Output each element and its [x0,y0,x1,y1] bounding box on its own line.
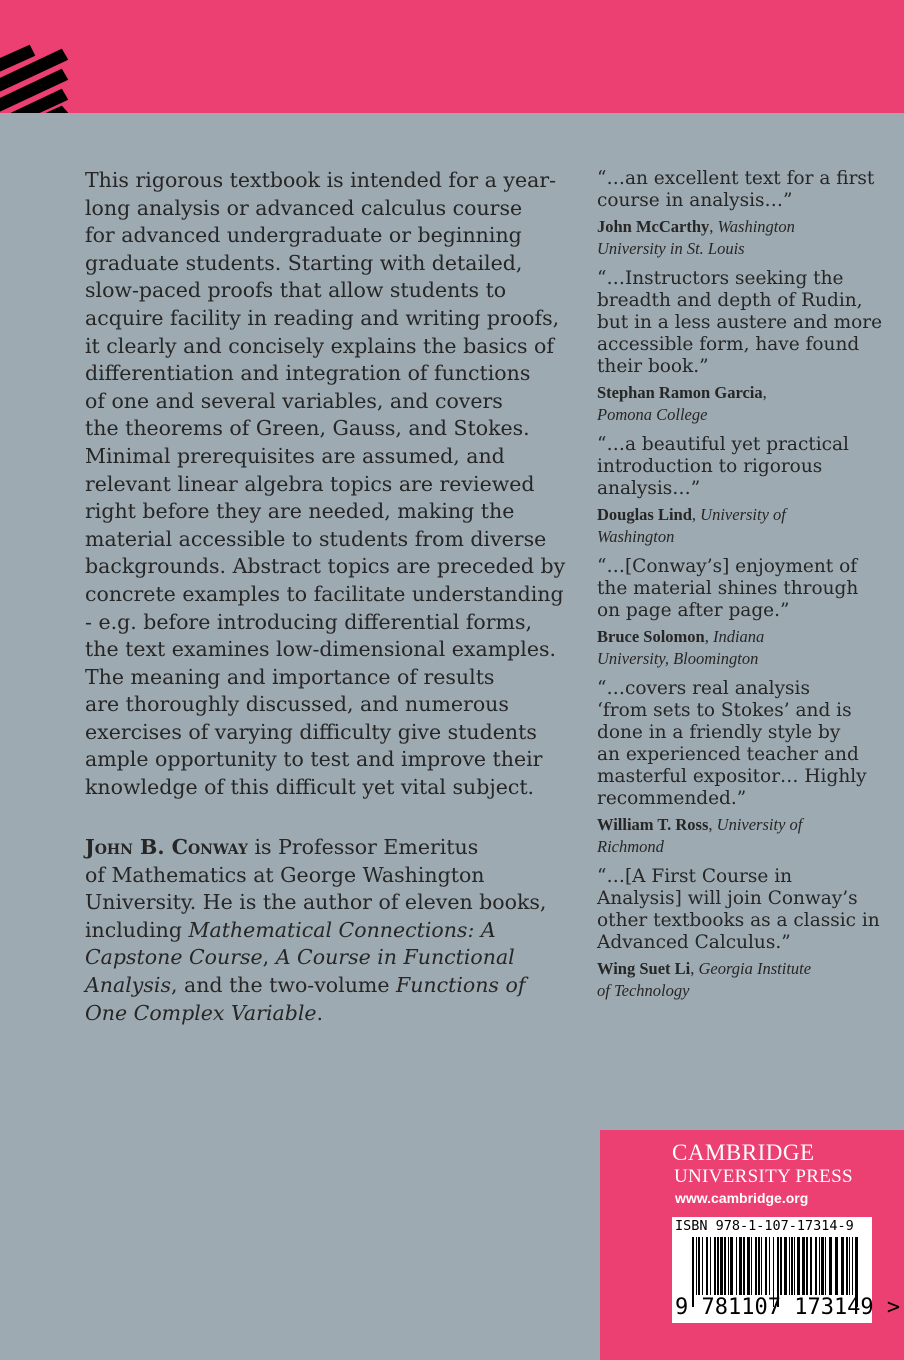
quote-text: but in a less austere and more [597,312,883,333]
barcode-bar [758,1237,760,1295]
barcode-bar [717,1237,719,1295]
book-title: Analysis [85,972,171,997]
reviewer-affiliation: Washington [597,527,675,546]
review-quote [597,678,897,858]
description-line: Minimal prerequisites are assumed, and [85,443,505,468]
quote-text: introduction to rigorous [597,456,823,477]
barcode-bar [784,1237,787,1295]
book-title: Capstone Course [85,945,263,970]
reviewer-affiliation: Richmond [597,837,664,856]
barcode-bar [761,1237,762,1295]
quote-text: done in a friendly style by [597,722,841,743]
barcode-bar [702,1237,703,1295]
author-bio [85,834,565,1027]
barcode-bar [736,1237,737,1295]
quote-text: breadth and depth of Rudin, [597,290,863,311]
reviewer-name: Bruce Solomon [597,627,705,646]
barcode-bar [714,1237,716,1295]
book-title: A Course in Functional [275,945,515,970]
quote-text: analysis…” [597,478,701,499]
barcode-bar [794,1237,795,1295]
barcode-digits: 9 781107 173149 > [675,1295,901,1320]
description-line: material accessible to students from diverse [85,526,547,551]
barcode-bar [755,1237,757,1295]
barcode-bar [724,1237,726,1295]
quote-text: ‘from sets to Stokes’ and is [597,700,852,721]
barcode-bar [849,1237,850,1295]
barcode-bar [698,1237,700,1295]
quote-text: course in analysis…” [597,190,793,211]
quote-text: masterful expositor… Highly [597,766,867,787]
description-line: are thoroughly discussed, and numerous [85,692,509,717]
separator: , [691,505,701,524]
quote-text: other textbooks as a classic in [597,910,880,931]
description-line: long analysis or advanced calculus course [85,195,523,220]
quote-text: Analysis] will join Conway’s [597,888,858,909]
reviewer-name: Douglas Lind [597,505,692,524]
publisher-url: www.cambridge.org [675,1190,809,1206]
barcode-bar [739,1237,742,1295]
publisher-name: CAMBRIDGE [672,1140,815,1165]
bio-text: , and the two-volume [170,972,396,997]
description-line: concrete examples to facilitate understanding [85,581,564,606]
review-quote [597,866,897,1002]
review-quote [597,556,897,670]
description-line: graduate students. Starting with detailed, [85,250,523,275]
reviewer-name: Stephan Ramon Garcia [597,383,763,402]
barcode-bar [747,1237,750,1295]
separator: , [709,217,718,236]
quote-text: “…[Conway’s] enjoyment of [597,556,858,577]
review-quote [597,168,897,260]
quote-text: Advanced Calculus.” [597,932,791,953]
separator: , [762,383,767,402]
barcode-bar [751,1237,752,1295]
barcode-bar [780,1237,782,1295]
separator: , [704,627,713,646]
isbn-barcode [672,1217,901,1323]
description-line: differentiation and integration of functions [85,361,531,386]
barcode-bar [810,1237,812,1295]
barcode-bar [841,1237,844,1295]
barcode-bar [728,1237,729,1295]
bio-text: is Professor Emeritus [247,835,479,859]
reviewer-affiliation: University of [716,815,803,834]
author-name: John B. Conway [85,835,248,859]
book-title: One Complex Variable [85,1000,317,1025]
quote-text: “…Instructors seeking the [597,268,844,289]
barcode-bar [696,1237,697,1295]
top-color-band [0,0,904,113]
quote-text: on page after page.” [597,600,790,621]
barcode-bar [797,1237,800,1295]
description-line: of one and several variables, and covers [85,388,503,413]
bio-text: University. He is the author of eleven books, [85,890,547,915]
review-quotes [597,168,897,1010]
barcode-bar [802,1237,805,1295]
barcode-bar [846,1237,848,1295]
barcode-bar [743,1237,745,1295]
reviewer-affiliation: University of [700,505,786,524]
reviewer-affiliation: University in St. Louis [597,239,745,258]
bio-text: , [262,945,276,970]
publisher-stripes-logo [0,0,80,113]
barcode-bar [819,1237,820,1295]
barcode-bar [730,1237,733,1295]
book-title: Functions of [395,972,526,997]
reviewer-affiliation: Indiana [712,627,765,646]
separator: , [708,815,717,834]
reviewer-affiliation: Pomona College [597,405,708,424]
book-title: Mathematical Connections: A [188,917,496,942]
separator: , [690,959,699,978]
barcode-bar [821,1237,824,1295]
barcode-bar [825,1237,826,1295]
barcode-bar [789,1237,790,1295]
description-line: the text examines low-dimensional examples. [85,637,556,662]
quote-text: “…a beautiful yet practical [597,434,849,455]
barcode-bar [791,1237,793,1295]
description-line: - e.g. before introducing differential forms, [85,609,533,634]
description-line: The meaning and importance of results [85,664,495,689]
publisher-subname: UNIVERSITY PRESS [674,1166,853,1187]
barcode-bar [815,1237,817,1295]
bio-text: of Mathematics at George Washington [85,862,485,887]
publisher-box [600,1130,904,1360]
bio-text: including [85,917,189,942]
description-line: relevant linear algebra topics are reviewed [85,471,535,496]
bio-text: . [316,1000,324,1025]
reviewer-name: Wing Suet Li [597,959,691,978]
quote-text: an experienced teacher and [597,744,859,765]
reviewer-affiliation: Washington [717,217,795,236]
reviewer-name: William T. Ross [597,815,709,834]
barcode-bar [769,1237,770,1295]
quote-text: their book.” [597,356,709,377]
description-line: knowledge of this difficult yet vital subject. [85,775,535,800]
quote-text: accessible form, have found [597,334,860,355]
description-line: acquire facility in reading and writing proofs, [85,305,560,330]
description-line: slow-paced proofs that allow students to [85,278,507,303]
description-line: the theorems of Green, Gauss, and Stokes. [85,416,530,441]
reviewer-affiliation: of Technology [597,981,690,1000]
barcode-bar [706,1237,708,1295]
reviewer-affiliation: Georgia Institute [698,959,812,978]
book-description [85,167,565,802]
reviewer-name: John McCarthy [597,217,710,236]
description-line: for advanced undergraduate or beginning [85,223,522,248]
description-line: right before they are needed, making the [85,499,515,524]
barcode-bar [710,1237,711,1295]
reviewer-affiliation: University, Bloomington [597,649,759,668]
isbn-label: ISBN 978-1-107-17314-9 [675,1218,854,1234]
barcode-bar [720,1237,723,1295]
description-line: exercises of varying difficulty give students [85,719,537,744]
barcode-bar [835,1237,838,1295]
barcode-bar [852,1237,853,1295]
barcode-bar [829,1237,832,1295]
description-line: ample opportunity to test and improve their [85,747,543,772]
quote-text: “…covers real analysis [597,678,810,699]
quote-text: recommended.” [597,788,747,809]
review-quote [597,434,897,548]
quote-text: the material shines through [597,578,859,599]
barcode-bar [765,1237,767,1295]
description-line: backgrounds. Abstract topics are preceded by [85,554,566,579]
barcode-bar [806,1237,808,1295]
review-quote [597,268,897,426]
quote-text: “…[A First Course in [597,866,793,887]
description-line: it clearly and concisely explains the basics of [85,333,554,358]
quote-text: “…an excellent text for a first [597,168,875,189]
description-line: This rigorous textbook is intended for a year- [85,168,557,192]
